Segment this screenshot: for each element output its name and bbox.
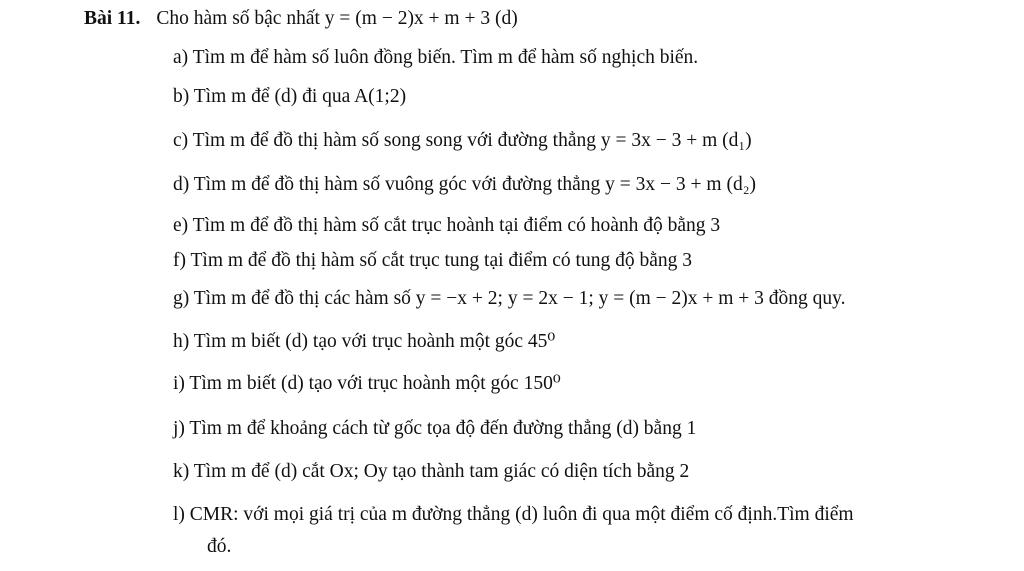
- item-i: i) Tìm m biết (d) tạo với trục hoành một góc 150⁰: [173, 373, 561, 394]
- item-b: b) Tìm m để (d) đi qua A(1;2): [173, 86, 407, 107]
- item-f: f) Tìm m để đồ thị hàm số cắt trục tung tại điểm có tung độ bằng 3: [173, 250, 692, 271]
- exercise-statement: Cho hàm số bậc nhất y = (m − 2)x + m + 3 (d): [156, 8, 518, 29]
- item-e: e) Tìm m để đồ thị hàm số cắt trục hoành tại điểm có hoành độ bằng 3: [173, 215, 721, 236]
- item-d: d) Tìm m để đồ thị hàm số vuông góc với đường thẳng y = 3x − 3 + m (d₂): [173, 174, 756, 195]
- item-c: c) Tìm m để đồ thị hàm số song song với đường thẳng y = 3x − 3 + m (d₁): [173, 130, 752, 151]
- item-h: h) Tìm m biết (d) tạo với trục hoành một góc 45⁰: [173, 331, 556, 352]
- item-a: a) Tìm m để hàm số luôn đồng biến. Tìm m để hàm số nghịch biến.: [173, 47, 699, 68]
- exercise-label: Bài 11.: [84, 8, 141, 29]
- item-j: j) Tìm m để khoảng cách từ gốc tọa độ đến đường thẳng (d) bằng 1: [173, 418, 697, 439]
- item-k: k) Tìm m để (d) cắt Ox; Oy tạo thành tam giác có diện tích bằng 2: [173, 461, 690, 482]
- item-l-continuation: đó.: [207, 536, 232, 557]
- item-l: l) CMR: với mọi giá trị của m đường thẳng (d) luôn đi qua một điểm cố định.Tìm điểm: [173, 504, 854, 525]
- exercise-header: [84, 7, 518, 31]
- item-g: g) Tìm m để đồ thị các hàm số y = −x + 2; y = 2x − 1; y = (m − 2)x + m + 3 đồng quy.: [173, 288, 846, 309]
